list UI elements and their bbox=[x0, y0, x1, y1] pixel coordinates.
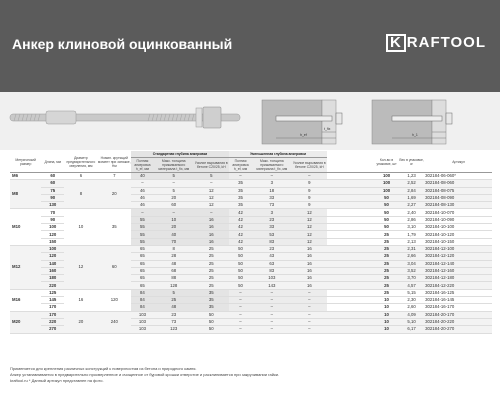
cell-red-thickness: 53 bbox=[252, 231, 292, 238]
cell-std-load: 16 bbox=[194, 238, 229, 245]
cell-pack: 25 bbox=[375, 260, 398, 267]
cell-length: 70 bbox=[41, 209, 64, 216]
table-row bbox=[10, 209, 492, 216]
cell-red-load: 9 bbox=[292, 194, 327, 201]
cell-std-depth: 65 bbox=[131, 282, 154, 289]
cell-std-load: 16 bbox=[194, 224, 229, 231]
cell-length: 60 bbox=[41, 180, 64, 187]
page-title: Анкер клиновой оцинкованный bbox=[12, 36, 233, 52]
cell-std-depth: 40 bbox=[131, 173, 154, 180]
cell-length: 60 bbox=[41, 173, 64, 180]
cell-size: M16 bbox=[10, 289, 41, 311]
cell-pack: 50 bbox=[375, 209, 398, 216]
cell-std-thickness: 70 bbox=[154, 238, 194, 245]
cell-weight: 2,40 bbox=[398, 209, 425, 216]
cell-pack: 10 bbox=[375, 311, 398, 318]
cell-weight: 1,23 bbox=[398, 173, 425, 180]
cell-length: 180 bbox=[41, 275, 64, 282]
cell-red-load: 12 bbox=[292, 231, 327, 238]
cell-pack: 100 bbox=[375, 187, 398, 194]
cell-weight: 5,15 bbox=[398, 289, 425, 296]
cell-red-load: 16 bbox=[292, 245, 327, 252]
cell-length: 170 bbox=[41, 304, 64, 311]
cell-red-thickness: – bbox=[252, 311, 292, 318]
cell-std-thickness: 20 bbox=[154, 194, 194, 201]
cell-pack: 25 bbox=[375, 289, 398, 296]
cell-article: 302184-20-170 bbox=[425, 311, 492, 318]
cell-std-load: 12 bbox=[194, 202, 229, 209]
cell-red-load: 9 bbox=[292, 187, 327, 194]
cell-red-load: – bbox=[292, 297, 327, 304]
cell-std-load: 25 bbox=[194, 275, 229, 282]
cell-std-thickness: – bbox=[154, 180, 194, 187]
cell-red-thickness: 103 bbox=[252, 275, 292, 282]
cell-std-thickness: 60 bbox=[154, 202, 194, 209]
th-std-depth: Полная анкеровка h_ef, мм bbox=[131, 158, 154, 173]
cell-article: 302184-08-130 bbox=[425, 202, 492, 209]
cell-red-depth: – bbox=[229, 326, 252, 333]
cell-pack: 25 bbox=[375, 267, 398, 274]
cell-article: 302184-12-220 bbox=[425, 282, 492, 289]
table-row bbox=[10, 180, 492, 187]
cell-std-load: 25 bbox=[194, 253, 229, 260]
cell-length: 140 bbox=[41, 260, 64, 267]
cell-std-depth: 55 bbox=[131, 238, 154, 245]
cell-weight: 2,52 bbox=[398, 180, 425, 187]
cell-red-load: 9 bbox=[292, 202, 327, 209]
dim-label: h_1 bbox=[412, 133, 418, 137]
cell-weight: 2,30 bbox=[398, 297, 425, 304]
cell-std-depth: 46 bbox=[131, 194, 154, 201]
cell-red-depth: 42 bbox=[229, 216, 252, 223]
note-site: kraftool.ru * Данный артикул представлен на фото. bbox=[10, 378, 104, 383]
cell-std-thickness: 10 bbox=[154, 216, 194, 223]
cell-std-load: 25 bbox=[194, 260, 229, 267]
cell-red-thickness: – bbox=[252, 304, 292, 311]
cell-red-depth: – bbox=[229, 304, 252, 311]
th-std-thickness: Макс. толщина прижимаемого материала t_fix, мм bbox=[154, 158, 194, 173]
cell-std-depth: – bbox=[131, 180, 154, 187]
cell-article: 302184-16-145 bbox=[425, 297, 492, 304]
cell-std-depth: 55 bbox=[131, 216, 154, 223]
cell-diameter: 6 bbox=[64, 173, 97, 180]
cell-std-thickness: 28 bbox=[154, 253, 194, 260]
th-torque: Номин. крутящий момент при затяжке, Нм bbox=[97, 155, 131, 168]
cell-red-depth: 35 bbox=[229, 202, 252, 209]
cell-red-depth: 50 bbox=[229, 253, 252, 260]
cell-std-load: – bbox=[194, 209, 229, 216]
th-red-depth: Полная анкеровка h_ef, мм bbox=[229, 158, 252, 173]
cell-std-load: 12 bbox=[194, 194, 229, 201]
cell-red-load: – bbox=[292, 304, 327, 311]
cell-pack: 50 bbox=[375, 202, 398, 209]
cell-red-depth: 35 bbox=[229, 180, 252, 187]
cell-red-thickness: – bbox=[252, 289, 292, 296]
th-red-load: Усилие вырывания в бетоне C20/25, kH bbox=[292, 158, 327, 173]
cell-article: 302184-10-100 bbox=[425, 224, 492, 231]
cell-article: 302184-16-125 bbox=[425, 289, 492, 296]
cell-red-depth: 50 bbox=[229, 275, 252, 282]
cell-length: 130 bbox=[41, 202, 64, 209]
cell-weight: 3,04 bbox=[398, 260, 425, 267]
cell-std-depth: 65 bbox=[131, 267, 154, 274]
cell-std-thickness: – bbox=[154, 209, 194, 216]
cell-std-load: 50 bbox=[194, 326, 229, 333]
cell-weight: 3,52 bbox=[398, 267, 425, 274]
cell-length: 120 bbox=[41, 231, 64, 238]
cell-size: M20 bbox=[10, 311, 41, 333]
cell-red-load: – bbox=[292, 326, 327, 333]
cell-red-load: 16 bbox=[292, 253, 327, 260]
cell-torque: 240 bbox=[98, 311, 131, 333]
table-row bbox=[10, 173, 492, 180]
cell-std-depth: 55 bbox=[131, 224, 154, 231]
cell-length: 160 bbox=[41, 267, 64, 274]
cell-weight: 3,70 bbox=[398, 275, 425, 282]
cell-article: 302184-12-100 bbox=[425, 245, 492, 252]
cell-article: 302184-10-090 bbox=[425, 216, 492, 223]
cell-weight: 2,60 bbox=[398, 304, 425, 311]
tfix-label: t_fix bbox=[324, 127, 331, 131]
cell-weight: 1,69 bbox=[398, 194, 425, 201]
cell-red-load: – bbox=[292, 173, 327, 180]
cell-weight: 2,27 bbox=[398, 202, 425, 209]
th-red-thickness: Макс. толщина прижимаемого материала t_fix, мм bbox=[252, 158, 292, 173]
cell-std-depth: 84 bbox=[131, 304, 154, 311]
spec-table bbox=[10, 151, 492, 334]
cell-size: M6 bbox=[10, 173, 41, 180]
cell-length: 125 bbox=[41, 289, 64, 296]
cell-std-load: 5 bbox=[194, 173, 229, 180]
cell-red-thickness: 63 bbox=[252, 260, 292, 267]
cell-red-depth: – bbox=[229, 289, 252, 296]
cell-std-depth: 46 bbox=[131, 187, 154, 194]
cell-length: 145 bbox=[41, 297, 64, 304]
cell-length: 100 bbox=[41, 224, 64, 231]
cell-pack: 10 bbox=[375, 318, 398, 325]
cell-red-load: 12 bbox=[292, 216, 327, 223]
cell-red-thickness: 3 bbox=[252, 180, 292, 187]
cell-diameter: 20 bbox=[64, 311, 97, 333]
cell-std-depth: 103 bbox=[131, 318, 154, 325]
anchor-diagrams bbox=[0, 92, 500, 150]
cell-pack: 25 bbox=[375, 275, 398, 282]
cell-article: 302184-20-220 bbox=[425, 318, 492, 325]
cell-red-load: – bbox=[292, 318, 327, 325]
cell-article: 302184-12-180 bbox=[425, 275, 492, 282]
cell-article: 302184-12-160 bbox=[425, 267, 492, 274]
cell-std-thickness: 8 bbox=[154, 245, 194, 252]
header-banner bbox=[0, 0, 500, 92]
cell-red-thickness: – bbox=[252, 173, 292, 180]
cell-std-depth: 65 bbox=[131, 275, 154, 282]
cell-red-load: 16 bbox=[292, 282, 327, 289]
cell-pack: 25 bbox=[375, 238, 398, 245]
cell-red-thickness: – bbox=[252, 326, 292, 333]
cell-article: 302184-10-120 bbox=[425, 231, 492, 238]
th-pack: Кол-во в упаковке, шт bbox=[376, 157, 397, 166]
cell-red-load: 16 bbox=[292, 260, 327, 267]
cell-red-thickness: 23 bbox=[252, 216, 292, 223]
cell-std-load: 50 bbox=[194, 311, 229, 318]
th-weight: Вес в упаковке, кг bbox=[399, 157, 424, 166]
product-illustration bbox=[0, 92, 500, 150]
cell-red-thickness: 83 bbox=[252, 267, 292, 274]
cell-length: 220 bbox=[41, 318, 64, 325]
cell-pack: 50 bbox=[375, 194, 398, 201]
cell-std-depth: 65 bbox=[131, 245, 154, 252]
logo-text: RAFTOOL bbox=[406, 34, 486, 51]
cell-red-thickness: 43 bbox=[252, 253, 292, 260]
cell-pack: 10 bbox=[375, 297, 398, 304]
cell-red-depth: 42 bbox=[229, 209, 252, 216]
cell-red-thickness: 33 bbox=[252, 224, 292, 231]
cell-red-depth: 50 bbox=[229, 260, 252, 267]
cell-pack: 50 bbox=[375, 224, 398, 231]
th-size: Метрический размер bbox=[15, 157, 36, 166]
cell-std-load: 25 bbox=[194, 245, 229, 252]
cell-diameter: 10 bbox=[64, 209, 97, 245]
cell-std-thickness: 25 bbox=[154, 297, 194, 304]
cell-std-load: 35 bbox=[194, 297, 229, 304]
cell-torque: 20 bbox=[98, 180, 131, 209]
th-diameter: Диаметр предварительного сверления, мм bbox=[66, 155, 96, 168]
cell-red-depth: 50 bbox=[229, 245, 252, 252]
cell-red-thickness: 143 bbox=[252, 282, 292, 289]
cell-pack: 100 bbox=[375, 173, 398, 180]
table-row bbox=[10, 311, 492, 318]
anchor-bolt-photo bbox=[10, 107, 240, 128]
cell-size: M10 bbox=[10, 209, 41, 245]
cell-weight: 2,86 bbox=[398, 216, 425, 223]
logo-mark: K bbox=[386, 34, 406, 52]
cell-std-load: 35 bbox=[194, 289, 229, 296]
cell-std-thickness: 68 bbox=[154, 267, 194, 274]
cell-article: 302184-12-120 bbox=[425, 253, 492, 260]
cell-weight: 2,84 bbox=[398, 187, 425, 194]
cell-red-depth: 50 bbox=[229, 267, 252, 274]
cell-red-depth: 50 bbox=[229, 282, 252, 289]
th-standard-depth: Стандартная глубина анкеровки bbox=[131, 151, 229, 158]
cell-red-depth: 42 bbox=[229, 238, 252, 245]
th-article: Артикул bbox=[452, 159, 465, 164]
hef-label: h_ef bbox=[300, 133, 307, 137]
cell-red-load: 16 bbox=[292, 275, 327, 282]
cell-red-load: 12 bbox=[292, 224, 327, 231]
cell-length: 90 bbox=[41, 216, 64, 223]
cell-diameter: 12 bbox=[64, 245, 97, 289]
cell-std-load: 16 bbox=[194, 216, 229, 223]
cell-pack: 25 bbox=[375, 253, 398, 260]
cell-std-thickness: 48 bbox=[154, 260, 194, 267]
cell-red-load: 16 bbox=[292, 267, 327, 274]
cell-red-thickness: 83 bbox=[252, 238, 292, 245]
cell-red-depth: – bbox=[229, 297, 252, 304]
cell-std-depth: 84 bbox=[131, 289, 154, 296]
installation-diagram-reduced bbox=[372, 100, 452, 144]
cell-weight: 4,09 bbox=[398, 311, 425, 318]
cell-length: 150 bbox=[41, 238, 64, 245]
cell-pack: 10 bbox=[375, 326, 398, 333]
cell-size: M8 bbox=[10, 180, 41, 209]
cell-red-load: 9 bbox=[292, 180, 327, 187]
cell-weight: 2,66 bbox=[398, 253, 425, 260]
cell-size: M12 bbox=[10, 245, 41, 289]
brand-logo bbox=[386, 34, 486, 52]
cell-length: 270 bbox=[41, 326, 64, 333]
cell-torque: 60 bbox=[98, 245, 131, 289]
cell-std-thickness: 20 bbox=[154, 224, 194, 231]
cell-std-depth: 55 bbox=[131, 231, 154, 238]
cell-std-thickness: 5 bbox=[154, 187, 194, 194]
cell-red-depth: 35 bbox=[229, 187, 252, 194]
cell-length: 75 bbox=[41, 187, 64, 194]
cell-red-load: – bbox=[292, 311, 327, 318]
cell-std-depth: 84 bbox=[131, 297, 154, 304]
cell-weight: 2,31 bbox=[398, 245, 425, 252]
cell-pack: 50 bbox=[375, 216, 398, 223]
th-length: Длина, мм bbox=[44, 159, 61, 164]
installation-diagram-standard bbox=[262, 100, 342, 144]
cell-article: 302184-08-075 bbox=[425, 187, 492, 194]
cell-std-load: 12 bbox=[194, 187, 229, 194]
cell-red-thickness: 3 bbox=[252, 209, 292, 216]
cell-std-load: 50 bbox=[194, 318, 229, 325]
cell-red-depth: – bbox=[229, 318, 252, 325]
cell-std-depth: 65 bbox=[131, 260, 154, 267]
cell-torque: 7 bbox=[98, 173, 131, 180]
cell-weight: 5,10 bbox=[398, 318, 425, 325]
note-usage: Применяется для крепления различных конструкций к поверхностям из бетона и природного камня. bbox=[10, 366, 197, 371]
cell-std-thickness: 5 bbox=[154, 289, 194, 296]
cell-std-thickness: 88 bbox=[154, 275, 194, 282]
cell-std-thickness: 73 bbox=[154, 318, 194, 325]
th-std-load: Усилие вырывания в бетоне C20/25, kH bbox=[194, 158, 229, 173]
cell-red-depth: – bbox=[229, 311, 252, 318]
cell-red-thickness: 18 bbox=[252, 187, 292, 194]
cell-article: 302184-08-060 bbox=[425, 180, 492, 187]
cell-red-load: – bbox=[292, 289, 327, 296]
cell-std-depth: 103 bbox=[131, 311, 154, 318]
cell-red-depth: 35 bbox=[229, 194, 252, 201]
cell-weight: 3,10 bbox=[398, 224, 425, 231]
cell-article: 302184-16-170 bbox=[425, 304, 492, 311]
footnotes bbox=[10, 366, 490, 384]
cell-weight: 4,57 bbox=[398, 282, 425, 289]
cell-red-thickness: 33 bbox=[252, 194, 292, 201]
cell-weight: 6,17 bbox=[398, 326, 425, 333]
cell-length: 120 bbox=[41, 253, 64, 260]
cell-torque: 35 bbox=[98, 209, 131, 245]
cell-red-thickness: 23 bbox=[252, 245, 292, 252]
cell-pack: 25 bbox=[375, 231, 398, 238]
cell-length: 170 bbox=[41, 311, 64, 318]
cell-std-thickness: 48 bbox=[154, 304, 194, 311]
table-row bbox=[10, 245, 492, 252]
cell-red-depth: 42 bbox=[229, 231, 252, 238]
cell-pack: 25 bbox=[375, 245, 398, 252]
cell-red-thickness: 73 bbox=[252, 202, 292, 209]
cell-std-depth: 46 bbox=[131, 202, 154, 209]
cell-pack: 100 bbox=[375, 180, 398, 187]
cell-pack: 10 bbox=[375, 304, 398, 311]
cell-pack: 25 bbox=[375, 282, 398, 289]
cell-std-load: 35 bbox=[194, 304, 229, 311]
cell-length: 100 bbox=[41, 245, 64, 252]
cell-article: 302184-08-090 bbox=[425, 194, 492, 201]
cell-diameter: 16 bbox=[64, 289, 97, 311]
cell-red-load: 12 bbox=[292, 209, 327, 216]
note-installation: Анкер устанавливается в предварительно просверленное и очищенное от буровой крошки отверстие и расклинивается при закручивании гайки. bbox=[10, 372, 280, 377]
cell-red-depth: – bbox=[229, 173, 252, 180]
cell-article: 302184-06-060* bbox=[425, 173, 492, 180]
cell-weight: 2,13 bbox=[398, 238, 425, 245]
cell-std-depth: 65 bbox=[131, 253, 154, 260]
cell-article: 302184-12-140 bbox=[425, 260, 492, 267]
cell-article: 302184-10-150 bbox=[425, 238, 492, 245]
cell-length: 220 bbox=[41, 282, 64, 289]
cell-weight: 1,79 bbox=[398, 231, 425, 238]
cell-diameter: 8 bbox=[64, 180, 97, 209]
cell-std-load: 16 bbox=[194, 231, 229, 238]
cell-std-load: 25 bbox=[194, 267, 229, 274]
cell-red-thickness: – bbox=[252, 318, 292, 325]
cell-std-depth: 103 bbox=[131, 326, 154, 333]
cell-article: 302184-20-270 bbox=[425, 326, 492, 333]
cell-std-thickness: 128 bbox=[154, 282, 194, 289]
cell-std-thickness: 23 bbox=[154, 311, 194, 318]
cell-std-load: – bbox=[194, 180, 229, 187]
cell-length: 90 bbox=[41, 194, 64, 201]
cell-std-depth: – bbox=[131, 209, 154, 216]
cell-red-depth: 42 bbox=[229, 224, 252, 231]
cell-std-thickness: 5 bbox=[154, 173, 194, 180]
cell-red-thickness: – bbox=[252, 297, 292, 304]
table-row bbox=[10, 289, 492, 296]
cell-red-load: 12 bbox=[292, 238, 327, 245]
cell-std-load: 25 bbox=[194, 282, 229, 289]
spec-table-body bbox=[10, 173, 492, 334]
cell-torque: 120 bbox=[98, 289, 131, 311]
th-reduced-depth: Уменьшенная глубина анкеровки bbox=[229, 151, 327, 158]
cell-article: 302184-10-070 bbox=[425, 209, 492, 216]
cell-std-thickness: 40 bbox=[154, 231, 194, 238]
cell-std-thickness: 123 bbox=[154, 326, 194, 333]
